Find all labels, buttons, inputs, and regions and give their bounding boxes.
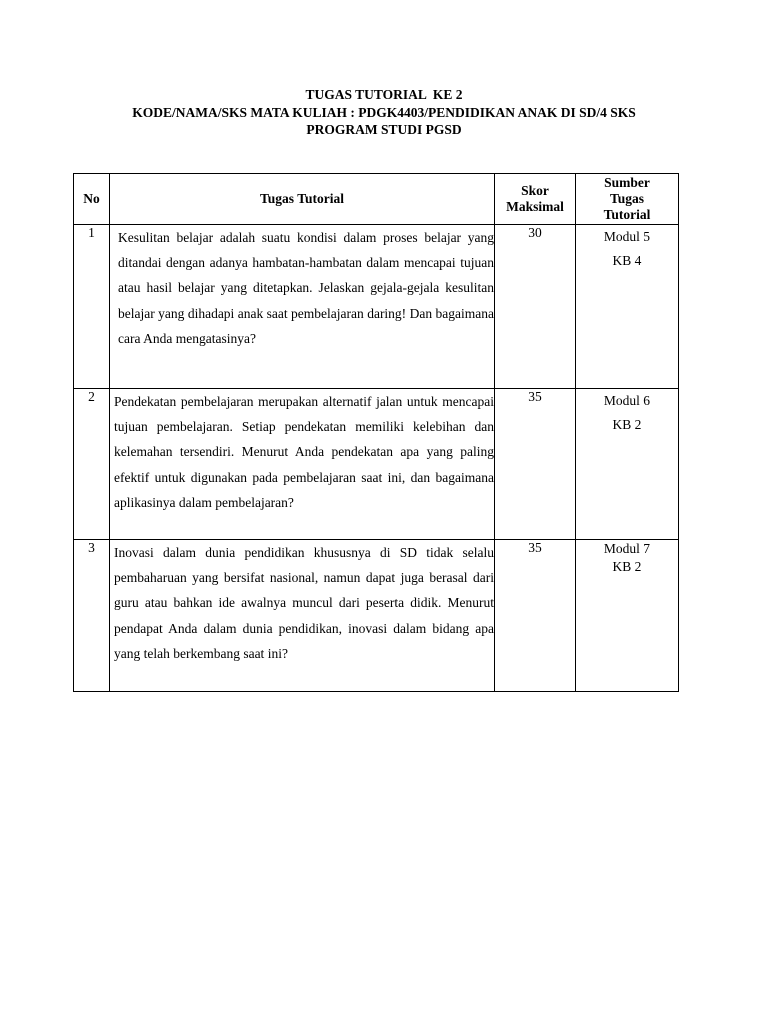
column-header-score <box>495 174 576 225</box>
row-number: 1 <box>74 225 110 389</box>
task-source <box>576 225 679 389</box>
study-program: PROGRAM STUDI PGSD <box>306 122 462 137</box>
task-text: Inovasi dalam dunia pendidikan khususnya di SD tidak selalu pembaharuan yang bersifat nasional, namun dapat juga berasal dari guru atau bahkan ide awalnya muncul dari peserta didik. Menurut pendapat Anda dalam dunia pendidikan, inovasi dalam bidang apa yang telah berkembang saat ini? <box>110 540 495 692</box>
table-row <box>74 389 679 540</box>
tutorial-task-table <box>73 173 679 692</box>
task-source <box>576 540 679 692</box>
max-score: 35 <box>495 389 576 540</box>
max-score: 35 <box>495 540 576 692</box>
column-header-source-line3: Tutorial <box>603 207 651 222</box>
source-module: Modul 6 <box>603 393 651 408</box>
document-header <box>0 86 768 139</box>
column-header-task: Tugas Tutorial <box>110 174 495 225</box>
task-text: Kesulitan belajar adalah suatu kondisi dalam proses belajar yang ditandai dengan adanya hambatan-hambatan dalam mencapai tujuan atau hasil belajar yang ditetapkan. Jelaskan gejala-gejala kesulitan belajar yang dihadapi anak saat pembelajaran daring! Dan bagaimana cara Anda mengatasinya? <box>110 225 495 389</box>
source-module: Modul 5 <box>603 229 651 244</box>
source-module: Modul 7 <box>603 541 651 556</box>
table-header-row <box>74 174 679 225</box>
column-header-score-line1: Skor <box>521 183 549 198</box>
source-kb: KB 4 <box>612 253 642 268</box>
column-header-score-line2: Maksimal <box>506 199 564 214</box>
table-row <box>74 225 679 389</box>
task-text: Pendekatan pembelajaran merupakan alternatif jalan untuk mencapai tujuan pembelajaran. Setiap pendekatan memiliki kelebihan dan kelemahan tersendiri. Menurut Anda pendekatan apa yang paling efektif untuk digunakan pada pembelajaran saat ini, dan bagaimana aplikasinya dalam pembelajaran? <box>110 389 495 540</box>
row-number: 2 <box>74 389 110 540</box>
source-kb: KB 2 <box>612 559 642 574</box>
row-number: 3 <box>74 540 110 692</box>
column-header-no: No <box>74 174 110 225</box>
source-kb: KB 2 <box>612 417 642 432</box>
max-score: 30 <box>495 225 576 389</box>
column-header-source <box>576 174 679 225</box>
assignment-title: TUGAS TUTORIAL KE 2 <box>305 87 463 102</box>
table-row <box>74 540 679 692</box>
column-header-source-line1: Sumber <box>604 175 650 190</box>
column-header-source-line2: Tugas <box>609 191 645 206</box>
task-source <box>576 389 679 540</box>
course-info: KODE/NAMA/SKS MATA KULIAH : PDGK4403/PENDIDIKAN ANAK DI SD/4 SKS <box>132 104 636 120</box>
